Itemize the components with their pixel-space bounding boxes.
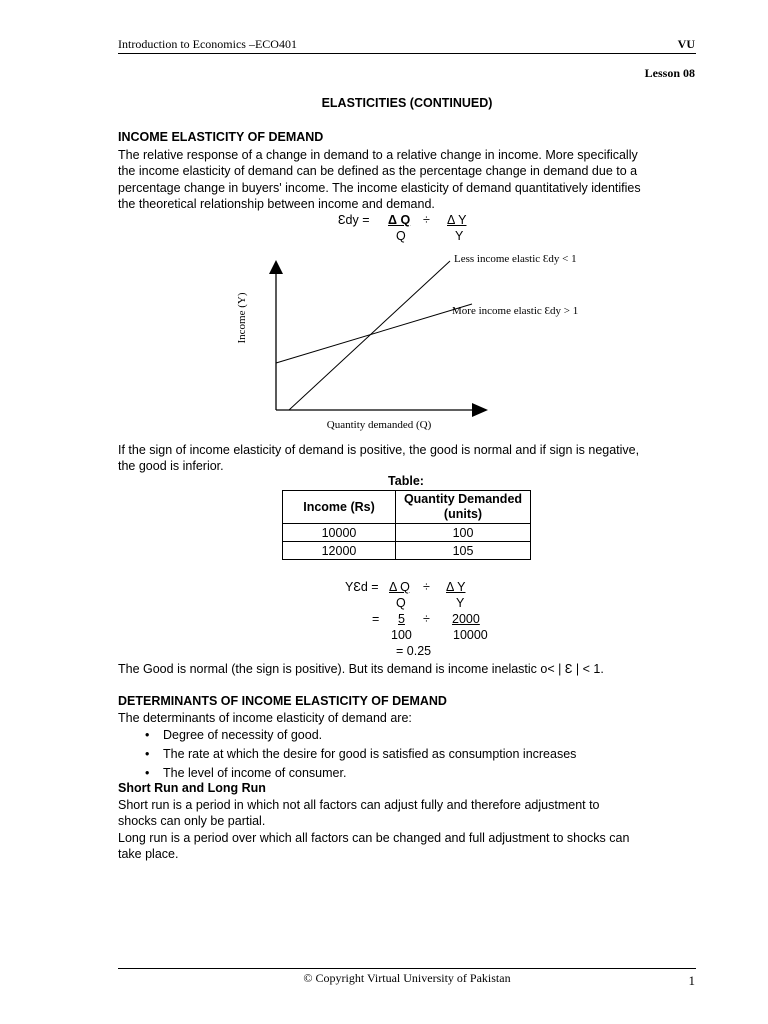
y-axis-arrow-icon	[269, 260, 283, 274]
calc-delta-q: Δ Q	[389, 580, 410, 594]
more-elastic-line	[276, 304, 472, 363]
short-run-definition	[118, 797, 696, 830]
calc-lhs: YƐd =	[345, 580, 379, 594]
calc-base-demand: 100	[391, 628, 412, 642]
less-elastic-line	[289, 261, 450, 410]
long-run-definition	[118, 830, 696, 863]
text-line: the income elasticity of demand can be defined as the percentage change in demand due to a	[118, 164, 638, 179]
formula-delta-q: Δ Q	[388, 213, 411, 227]
sign-explanation	[118, 442, 696, 474]
y-axis-label: Income (Y)	[236, 292, 248, 344]
x-axis-label: Quantity demanded (Q)	[326, 419, 432, 431]
calc-q: Q	[396, 596, 406, 610]
list-item	[118, 746, 576, 765]
income-elasticity-graph	[0, 0, 768, 440]
table-row	[283, 524, 531, 542]
text-line: If the sign of income elasticity of demand is positive, the good is normal and if sign is negative,	[118, 443, 640, 457]
text-line: the good is inferior.	[118, 459, 224, 473]
list-item	[118, 727, 576, 746]
cell-income: 12000	[283, 542, 396, 560]
formula-lhs: Ɛdy =	[338, 213, 370, 227]
calc-y: Y	[456, 596, 465, 610]
course-title: Introduction to Economics –ECO401	[118, 37, 297, 51]
section-heading-income-elasticity: INCOME ELASTICITY OF DEMAND	[118, 130, 324, 144]
bullet-icon: •	[145, 766, 150, 780]
text-line: the theoretical relationship between income and demand.	[118, 196, 435, 211]
table-caption: Table:	[388, 474, 424, 488]
calc-change-income: 2000	[452, 612, 480, 626]
list-item-text: The level of income of consumer.	[163, 766, 347, 780]
header-income: Income (Rs)	[283, 491, 396, 524]
lesson-number: Lesson 08	[644, 66, 695, 80]
determinants-intro: The determinants of income elasticity of demand are:	[118, 711, 412, 725]
bullet-icon: •	[145, 728, 150, 742]
calc-equals: =	[372, 612, 380, 626]
determinants-list	[118, 727, 576, 784]
section-heading-short-long-run: Short Run and Long Run	[118, 781, 266, 795]
list-item-text: Degree of necessity of good.	[163, 728, 323, 742]
formula-y: Y	[455, 229, 464, 243]
calc-divide-2: ÷	[423, 612, 430, 626]
table-row	[283, 542, 531, 560]
text-line: percentage change in buyers' income. The income elasticity of demand quantitatively identifies	[118, 180, 641, 195]
bullet-icon: •	[145, 747, 150, 761]
less-elastic-label: Less income elastic Ɛdy < 1	[454, 253, 577, 265]
calc-delta-y: Δ Y	[446, 580, 466, 594]
calc-divide: ÷	[423, 580, 430, 594]
conclusion: The Good is normal (the sign is positive). But its demand is income inelastic o< | Ɛ | < 1.	[118, 662, 604, 676]
text-line: shocks can only be partial.	[118, 814, 266, 829]
list-item-text: The rate at which the desire for good is satisfied as consumption increases	[163, 747, 577, 761]
x-axis-arrow-icon	[472, 403, 488, 417]
text-line: Short run is a period in which not all factors can adjust fully and therefore adjustment to	[118, 798, 600, 812]
section-heading-determinants: DETERMINANTS OF INCOME ELASTICITY OF DEMAND	[118, 694, 447, 708]
copyright: © Copyright Virtual University of Pakistan	[303, 971, 511, 985]
cell-quantity: 105	[396, 542, 531, 560]
footer-divider	[118, 968, 696, 969]
text-line: Long run is a period over which all factors can be changed and full adjustment to shocks can	[118, 831, 630, 845]
calc-change-demand: 5	[398, 612, 405, 626]
text-line: take place.	[118, 847, 179, 862]
formula-divide: ÷	[423, 213, 430, 227]
formula-delta-y: Δ Y	[447, 213, 467, 227]
income-demand-table	[282, 490, 531, 560]
text-line: The relative response of a change in demand to a relative change in income. More specifically	[118, 148, 638, 162]
table-header-row	[283, 491, 531, 524]
formula-q: Q	[396, 229, 406, 243]
calc-result: = 0.25	[396, 644, 432, 658]
header-quantity: Quantity Demanded (units)	[396, 491, 531, 524]
cell-income: 10000	[283, 524, 396, 542]
calc-base-income: 10000	[453, 628, 488, 642]
brand-vu: VU	[677, 37, 695, 51]
page-number: 1	[688, 973, 695, 988]
cell-quantity: 100	[396, 524, 531, 542]
page-title: ELASTICITIES (CONTINUED)	[321, 96, 493, 110]
more-elastic-label: More income elastic Ɛdy > 1	[452, 305, 579, 317]
